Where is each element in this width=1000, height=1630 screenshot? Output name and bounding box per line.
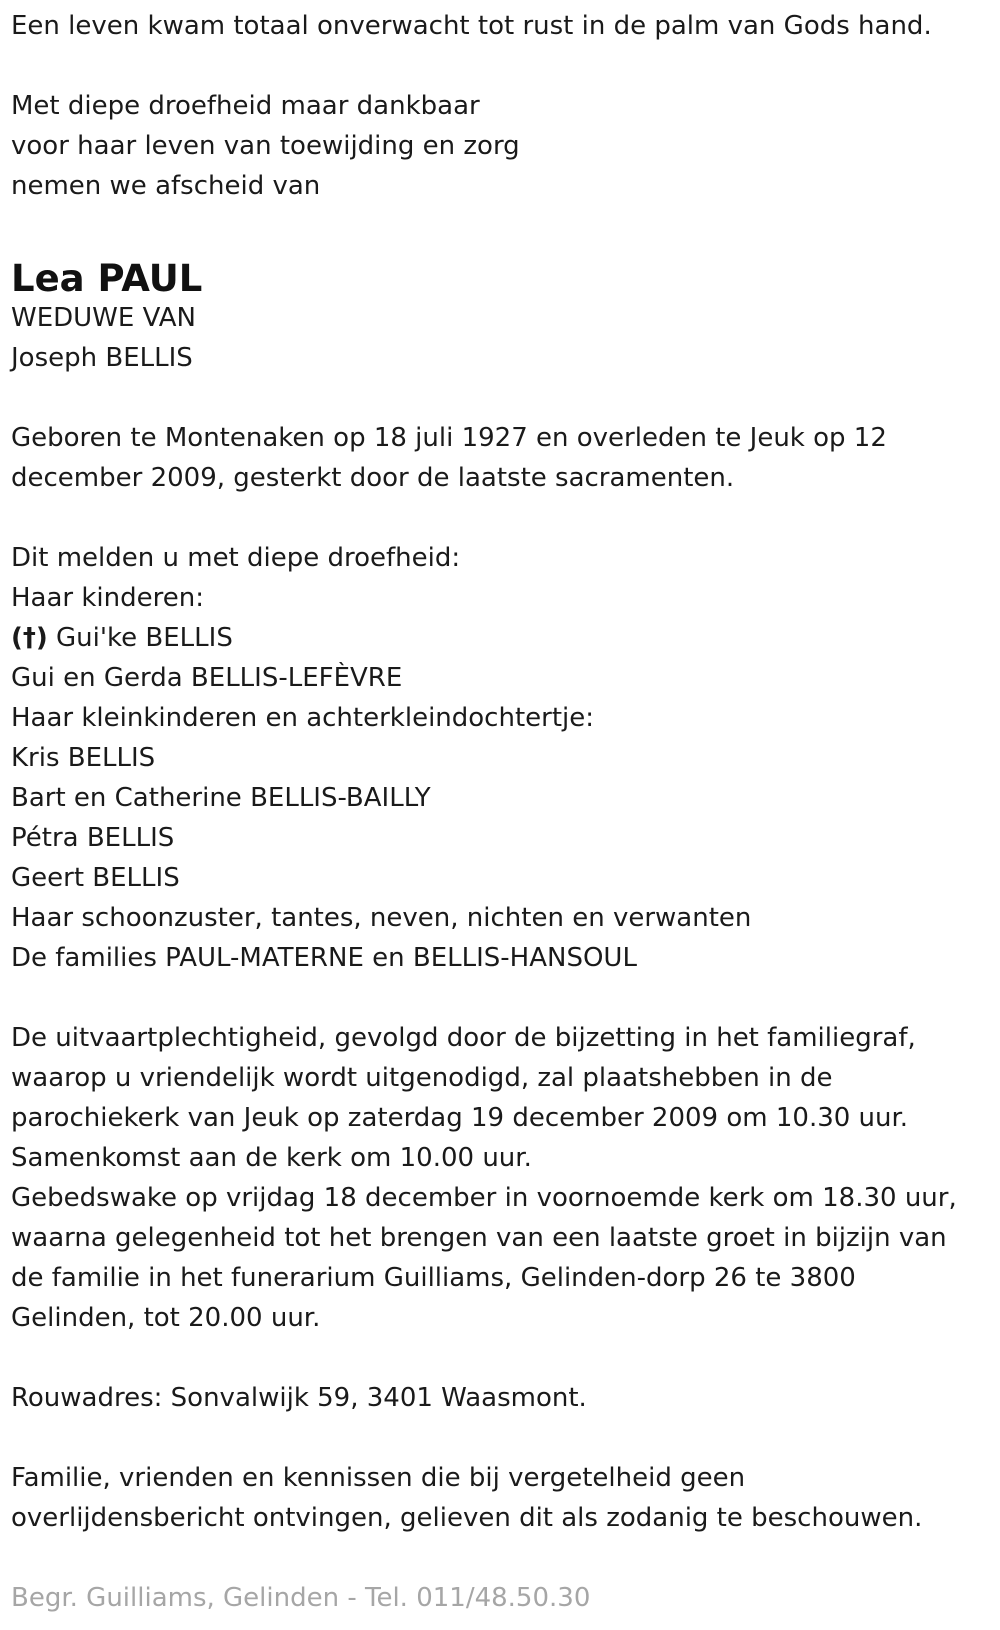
child-name: Gui en Gerda BELLIS-LEFÈVRE — [11, 663, 403, 693]
ceremony-line: De uitvaartplechtigheid, gevolgd door de bijzetting in het familiegraf, — [11, 1023, 916, 1053]
ceremony-paragraph — [11, 1018, 991, 1338]
intro-line: Een leven kwam totaal onverwacht tot rust in de palm van Gods hand. — [11, 11, 932, 41]
grandchild-name: Bart en Catherine BELLIS-BAILLY — [11, 783, 431, 813]
farewell-line: nemen we afscheid van — [11, 171, 321, 201]
spacer — [11, 1338, 991, 1378]
spouse-name: Joseph BELLIS — [11, 343, 193, 373]
ceremony-line: waarop u vriendelijk wordt uitgenodigd, zal plaatshebben in de — [11, 1063, 833, 1093]
spacer — [11, 1418, 991, 1458]
spacer — [11, 46, 991, 86]
birth-death-paragraph — [11, 418, 991, 498]
relatives-line: Haar schoonzuster, tantes, neven, nichten en verwanten — [11, 903, 752, 933]
family-heading: Dit melden u met diepe droefheid: — [11, 543, 461, 573]
grandchild-name: Pétra BELLIS — [11, 823, 175, 853]
grandchild-name: Kris BELLIS — [11, 743, 156, 773]
spacer — [11, 498, 991, 538]
grandchildren-label: Haar kleinkinderen en achterkleindochtertje: — [11, 703, 595, 733]
farewell-line: Met diepe droefheid maar dankbaar — [11, 91, 480, 121]
mourning-address: Rouwadres: Sonvalwijk 59, 3401 Waasmont. — [11, 1383, 587, 1413]
birth-death-line: december 2009, gesterkt door de laatste sacramenten. — [11, 463, 735, 493]
cross-icon: (†) — [11, 623, 48, 653]
ceremony-line: Samenkomst aan de kerk om 10.00 uur. — [11, 1143, 532, 1173]
ceremony-line: Gebedswake op vrijdag 18 december in voornoemde kerk om 18.30 uur, — [11, 1183, 957, 1213]
obituary-notice — [11, 6, 991, 1618]
notice-line: overlijdensbericht ontvingen, gelieven dit als zodanig te beschouwen. — [11, 1503, 923, 1533]
notice-line: Familie, vrienden en kennissen die bij vergetelheid geen — [11, 1463, 746, 1493]
ceremony-line: waarna gelegenheid tot het brengen van een laatste groet in bijzijn van — [11, 1223, 947, 1253]
spacer — [11, 978, 991, 1018]
deceased-child — [11, 618, 991, 658]
ceremony-line: parochiekerk van Jeuk op zaterdag 19 december 2009 om 10.30 uur. — [11, 1103, 909, 1133]
spacer — [11, 206, 991, 246]
grandchild-name: Geert BELLIS — [11, 863, 180, 893]
ceremony-line: Gelinden, tot 20.00 uur. — [11, 1303, 321, 1333]
family-list — [11, 538, 991, 978]
notice-paragraph — [11, 1458, 991, 1538]
birth-death-line: Geboren te Montenaken op 18 juli 1927 en overleden te Jeuk op 12 — [11, 423, 887, 453]
spacer — [11, 1538, 991, 1578]
deceased-name: Lea PAUL — [11, 257, 203, 300]
children-label: Haar kinderen: — [11, 583, 204, 613]
deceased-child-name: Gui'ke BELLIS — [56, 623, 233, 653]
farewell-paragraph — [11, 86, 991, 206]
spacer — [11, 378, 991, 418]
funeral-home-footer: Begr. Guilliams, Gelinden - Tel. 011/48.50.30 — [11, 1583, 591, 1613]
ceremony-line: de familie in het funerarium Guilliams, Gelinden-dorp 26 te 3800 — [11, 1263, 856, 1293]
widow-status: WEDUWE VAN — [11, 303, 196, 333]
families-line: De families PAUL-MATERNE en BELLIS-HANSOUL — [11, 943, 637, 973]
farewell-line: voor haar leven van toewijding en zorg — [11, 131, 520, 161]
